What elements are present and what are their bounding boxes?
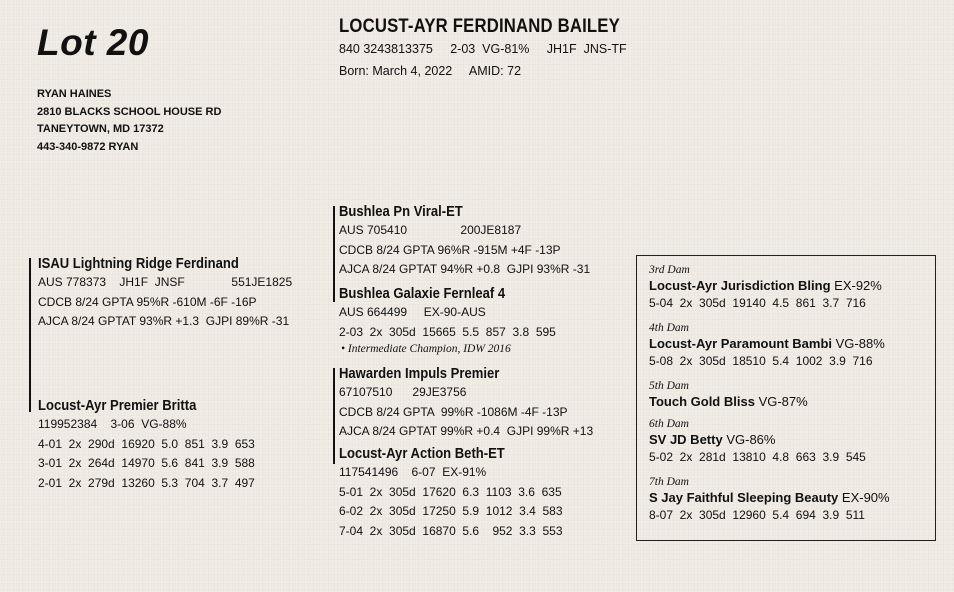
sire-sire-name: Bushlea Pn Viral-ET (339, 204, 463, 220)
dam-entry-name-text: Touch Gold Bliss (649, 394, 755, 409)
dam-entry-name-text: S Jay Faithful Sleeping Beauty (649, 490, 839, 505)
dam-detail-line: 119952384 3-06 VG-88% (38, 417, 187, 431)
dam-entry-name-text: Locust-Ayr Jurisdiction Bling (649, 278, 831, 293)
sire-dam-block (339, 286, 556, 355)
dam-sire-name: Hawarden Impuls Premier (339, 366, 500, 382)
dam-block (38, 398, 255, 493)
extended-dams-box (636, 255, 936, 541)
dam-dam-detail-line: 6-02 2x 305d 17250 5.9 1012 3.4 583 (339, 504, 563, 518)
dam-entry-name (649, 278, 882, 293)
sire-detail-line: AUS 778373 JH1F JNSF 551JE1825 (38, 275, 293, 289)
sire-dam-details (339, 303, 556, 342)
dam-entry-name (649, 490, 890, 505)
dam-entry-name (649, 432, 866, 447)
sire-detail-line: AJCA 8/24 GPTAT 93%R +1.3 GJPI 89%R -31 (38, 314, 290, 328)
dam-entry-record: 8-07 2x 305d 12960 5.4 694 3.9 511 (649, 508, 865, 522)
sire-details (38, 273, 292, 332)
sire-detail-line: CDCB 8/24 GPTA 95%R -610M -6F -16P (38, 294, 257, 309)
sire-sire-block (339, 204, 590, 280)
consignor-address (37, 86, 221, 156)
pedigree-bracket-sire-dam (29, 258, 31, 412)
dam-entry (649, 380, 808, 409)
dam-generation-label: 6th Dam (649, 418, 689, 430)
dam-entry-record: 5-02 2x 281d 13810 4.8 663 3.9 545 (649, 450, 866, 464)
dam-generation-label: 7th Dam (649, 476, 689, 488)
animal-name: LOCUST-AYR FERDINAND BAILEY (339, 16, 620, 37)
consignor-name: RYAN HAINES (37, 88, 112, 100)
sire-dam-name: Bushlea Galaxie Fernleaf 4 (339, 286, 506, 302)
animal-birth-line: Born: March 4, 2022 AMID: 72 (339, 64, 522, 78)
dam-entry (649, 418, 866, 464)
dam-detail-line: 3-01 2x 264d 14970 5.6 841 3.9 588 (38, 456, 255, 470)
sire-sire-detail-line: CDCB 8/24 GPTA 96%R -915M +4F -13P (339, 242, 561, 257)
dam-dam-details (339, 463, 563, 541)
sire-block (38, 256, 292, 332)
pedigree-bracket-dam-line (333, 368, 335, 464)
dam-sire-detail-line: CDCB 8/24 GPTA 99%R -1086M -4F -13P (339, 404, 568, 419)
dam-entry-classification: VG-87% (758, 394, 808, 409)
dam-sire-block (339, 366, 593, 442)
dam-entry-classification: VG-88% (835, 336, 885, 351)
sire-sire-detail-line: AUS 705410 200JE8187 (339, 223, 522, 237)
sire-name: ISAU Lightning Ridge Ferdinand (38, 256, 239, 272)
dam-entry-record: 5-04 2x 305d 19140 4.5 861 3.7 716 (649, 296, 866, 310)
dam-entry-classification: EX-90% (841, 490, 890, 505)
consignor-phone: 443-340-9872 RYAN (37, 140, 139, 153)
dam-sire-detail-line: 67107510 29JE3756 (339, 385, 467, 399)
consignor-street: 2810 BLACKS SCHOOL HOUSE RD (37, 105, 222, 118)
dam-dam-detail-line: 5-01 2x 305d 17620 6.3 1103 3.6 635 (339, 484, 562, 499)
dam-sire-detail-line: AJCA 8/24 GPTAT 99%R +0.4 GJPI 99%R +13 (339, 424, 594, 438)
dam-entry-name (649, 394, 808, 409)
sire-sire-detail-line: AJCA 8/24 GPTAT 94%R +0.8 GJPI 93%R -31 (339, 262, 591, 276)
dam-entry (649, 476, 890, 522)
dam-entry (649, 322, 885, 368)
dam-dam-detail-line: 117541496 6-07 EX-91% (339, 465, 487, 479)
lot-number: Lot 20 (37, 22, 149, 63)
dam-dam-detail-line: 7-04 2x 305d 16870 5.6 952 3.3 553 (339, 523, 563, 538)
dam-sire-details (339, 383, 593, 442)
sire-dam-note: • Intermediate Champion, IDW 2016 (341, 343, 511, 355)
pedigree-bracket-sire-line (333, 206, 335, 302)
sire-sire-details (339, 221, 590, 280)
animal-id-line: 840 3243813375 2-03 VG-81% JH1F JNS-TF (339, 42, 627, 56)
dam-name: Locust-Ayr Premier Britta (38, 398, 197, 414)
dam-dam-block (339, 446, 563, 541)
dam-entry-name-text: Locust-Ayr Paramount Bambi (649, 336, 832, 351)
dam-entry-classification: VG-86% (726, 432, 776, 447)
dam-entry (649, 264, 882, 310)
dam-entry-record: 5-08 2x 305d 18510 5.4 1002 3.9 716 (649, 354, 873, 368)
dam-entry-name-text: SV JD Betty (649, 432, 723, 447)
dam-entry-name (649, 336, 885, 351)
consignor-city: TANEYTOWN, MD 17372 (37, 123, 164, 135)
dam-entry-classification: EX-92% (834, 278, 882, 293)
sire-dam-detail-line: AUS 664499 EX-90-AUS (339, 305, 486, 319)
dam-dam-name: Locust-Ayr Action Beth-ET (339, 446, 505, 462)
dam-detail-line: 4-01 2x 290d 16920 5.0 851 3.9 653 (38, 436, 255, 451)
dam-detail-line: 2-01 2x 279d 13260 5.3 704 3.7 497 (38, 475, 255, 490)
dam-generation-label: 3rd Dam (649, 264, 690, 276)
sire-dam-detail-line: 2-03 2x 305d 15665 5.5 857 3.8 595 (339, 324, 556, 339)
dam-generation-label: 4th Dam (649, 322, 689, 334)
dam-details (38, 415, 255, 493)
dam-generation-label: 5th Dam (649, 380, 689, 392)
